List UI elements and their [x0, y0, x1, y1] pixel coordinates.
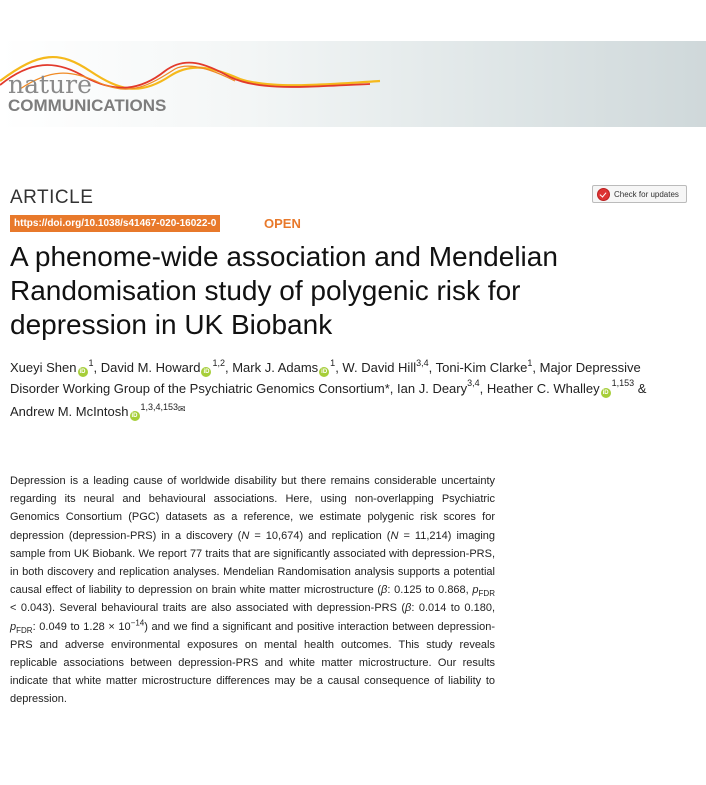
abstract-exponent: −14: [130, 617, 145, 627]
orcid-icon[interactable]: iD: [131, 413, 138, 419]
abstract-p-symbol: p: [472, 584, 479, 597]
check-updates-label: Check for updates: [614, 189, 679, 199]
author-list: [10, 358, 690, 423]
abstract-text: ) and we find a significant and positive interaction between depression-PRS and adverse environmental exposures on mental health outcomes. This study reveals replicable associations between depression-PRS and white matter microstructure. Our results indicate that white matter microstructure differences may be a causal consequence of liability to depression.: [10, 620, 495, 706]
orcid-icon[interactable]: iD: [321, 369, 328, 375]
doi-link[interactable]: https://doi.org/10.1038/s41467-020-16022-0: [10, 215, 220, 232]
author-affiliation: 1,3,4,153: [140, 401, 179, 412]
abstract: [10, 472, 495, 709]
author-affiliation: 1: [527, 357, 533, 368]
author-affiliation: 3,4: [467, 378, 480, 389]
abstract-fdr-subscript: FDR: [478, 589, 495, 599]
check-updates-icon: [597, 188, 610, 201]
abstract-text: : 0.049 to 1.28 × 10: [32, 620, 131, 633]
abstract-text: < 0.043). Several behavioural traits are also associated with depression-PRS (: [10, 602, 406, 615]
journal-logo-communications: COMMUNICATIONS: [8, 96, 167, 115]
author-name[interactable]: Mark J. Adams: [232, 360, 319, 375]
author-name[interactable]: Major Depressive Disorder Working Group of the Psychiatric Genomics Consortium*: [10, 360, 641, 396]
abstract-beta-symbol: β: [405, 602, 412, 615]
abstract-beta-symbol: β: [381, 584, 388, 597]
author-affiliation: 3,4: [416, 357, 429, 368]
author-affiliation: 1,153: [611, 378, 635, 389]
author-affiliation: 1: [330, 357, 336, 368]
abstract-n-symbol: N: [241, 529, 250, 542]
abstract-text: = 10,674) and replication (: [249, 529, 391, 542]
author-affiliation: 1: [88, 357, 94, 368]
abstract-fdr-subscript: FDR: [16, 625, 33, 635]
author-name[interactable]: Andrew M. McIntosh: [10, 404, 129, 419]
author-name[interactable]: Xueyi Shen: [10, 360, 77, 375]
author-separator: ,: [428, 360, 436, 375]
author-separator: &: [634, 380, 647, 396]
author-separator: ,: [224, 360, 233, 375]
abstract-text: : 0.125 to 0.868,: [387, 584, 473, 597]
author-separator: ,: [335, 360, 343, 375]
author-affiliation: 1,2: [212, 357, 225, 368]
author-name[interactable]: David M. Howard: [100, 360, 201, 375]
abstract-text: : 0.014 to 0.180,: [411, 602, 495, 615]
author-separator: ,: [479, 380, 487, 396]
author-separator: ,: [532, 360, 540, 375]
open-access-badge: OPEN: [264, 216, 301, 231]
author-separator: ,: [93, 360, 101, 375]
article-type-label: ARTICLE: [10, 187, 94, 208]
abstract-text: Depression is a leading cause of worldwide disability but there remains considerable uncertainty regarding its neural and behavioural associations. Here, using non-overlapping Psychiatric Genomics Consortium (PGC) datasets as a reference, we estimate polygenic risk scores for depression (depression-PRS) in a discovery (: [10, 475, 495, 542]
corresponding-email-icon[interactable]: ✉: [178, 404, 186, 414]
author-name[interactable]: Heather C. Whalley: [486, 380, 600, 396]
check-for-updates-button[interactable]: [592, 185, 687, 203]
orcid-icon[interactable]: iD: [203, 369, 210, 375]
author-name[interactable]: Ian J. Deary: [397, 380, 468, 396]
abstract-p-symbol: p: [10, 620, 17, 633]
author-name[interactable]: W. David Hill: [342, 360, 417, 375]
journal-logo-nature: nature: [8, 70, 92, 99]
author-separator: ,: [389, 380, 398, 396]
abstract-text: = 11,214) imaging sample from UK Biobank. We report 77 traits that are significantly associated with depression-PRS, in both discovery and replication analyses. Mendelian Randomisation analysis supports a potential causal effect of liability to depression on brain white matter microstructure (: [10, 529, 495, 597]
author-name[interactable]: Toni-Kim Clarke: [435, 360, 528, 375]
orcid-icon[interactable]: iD: [79, 369, 86, 375]
orcid-icon[interactable]: iD: [602, 389, 609, 396]
article-title: A phenome-wide association and Mendelian Randomisation study of polygenic risk for depression in UK Biobank: [10, 241, 558, 340]
abstract-n-symbol: N: [390, 529, 399, 542]
